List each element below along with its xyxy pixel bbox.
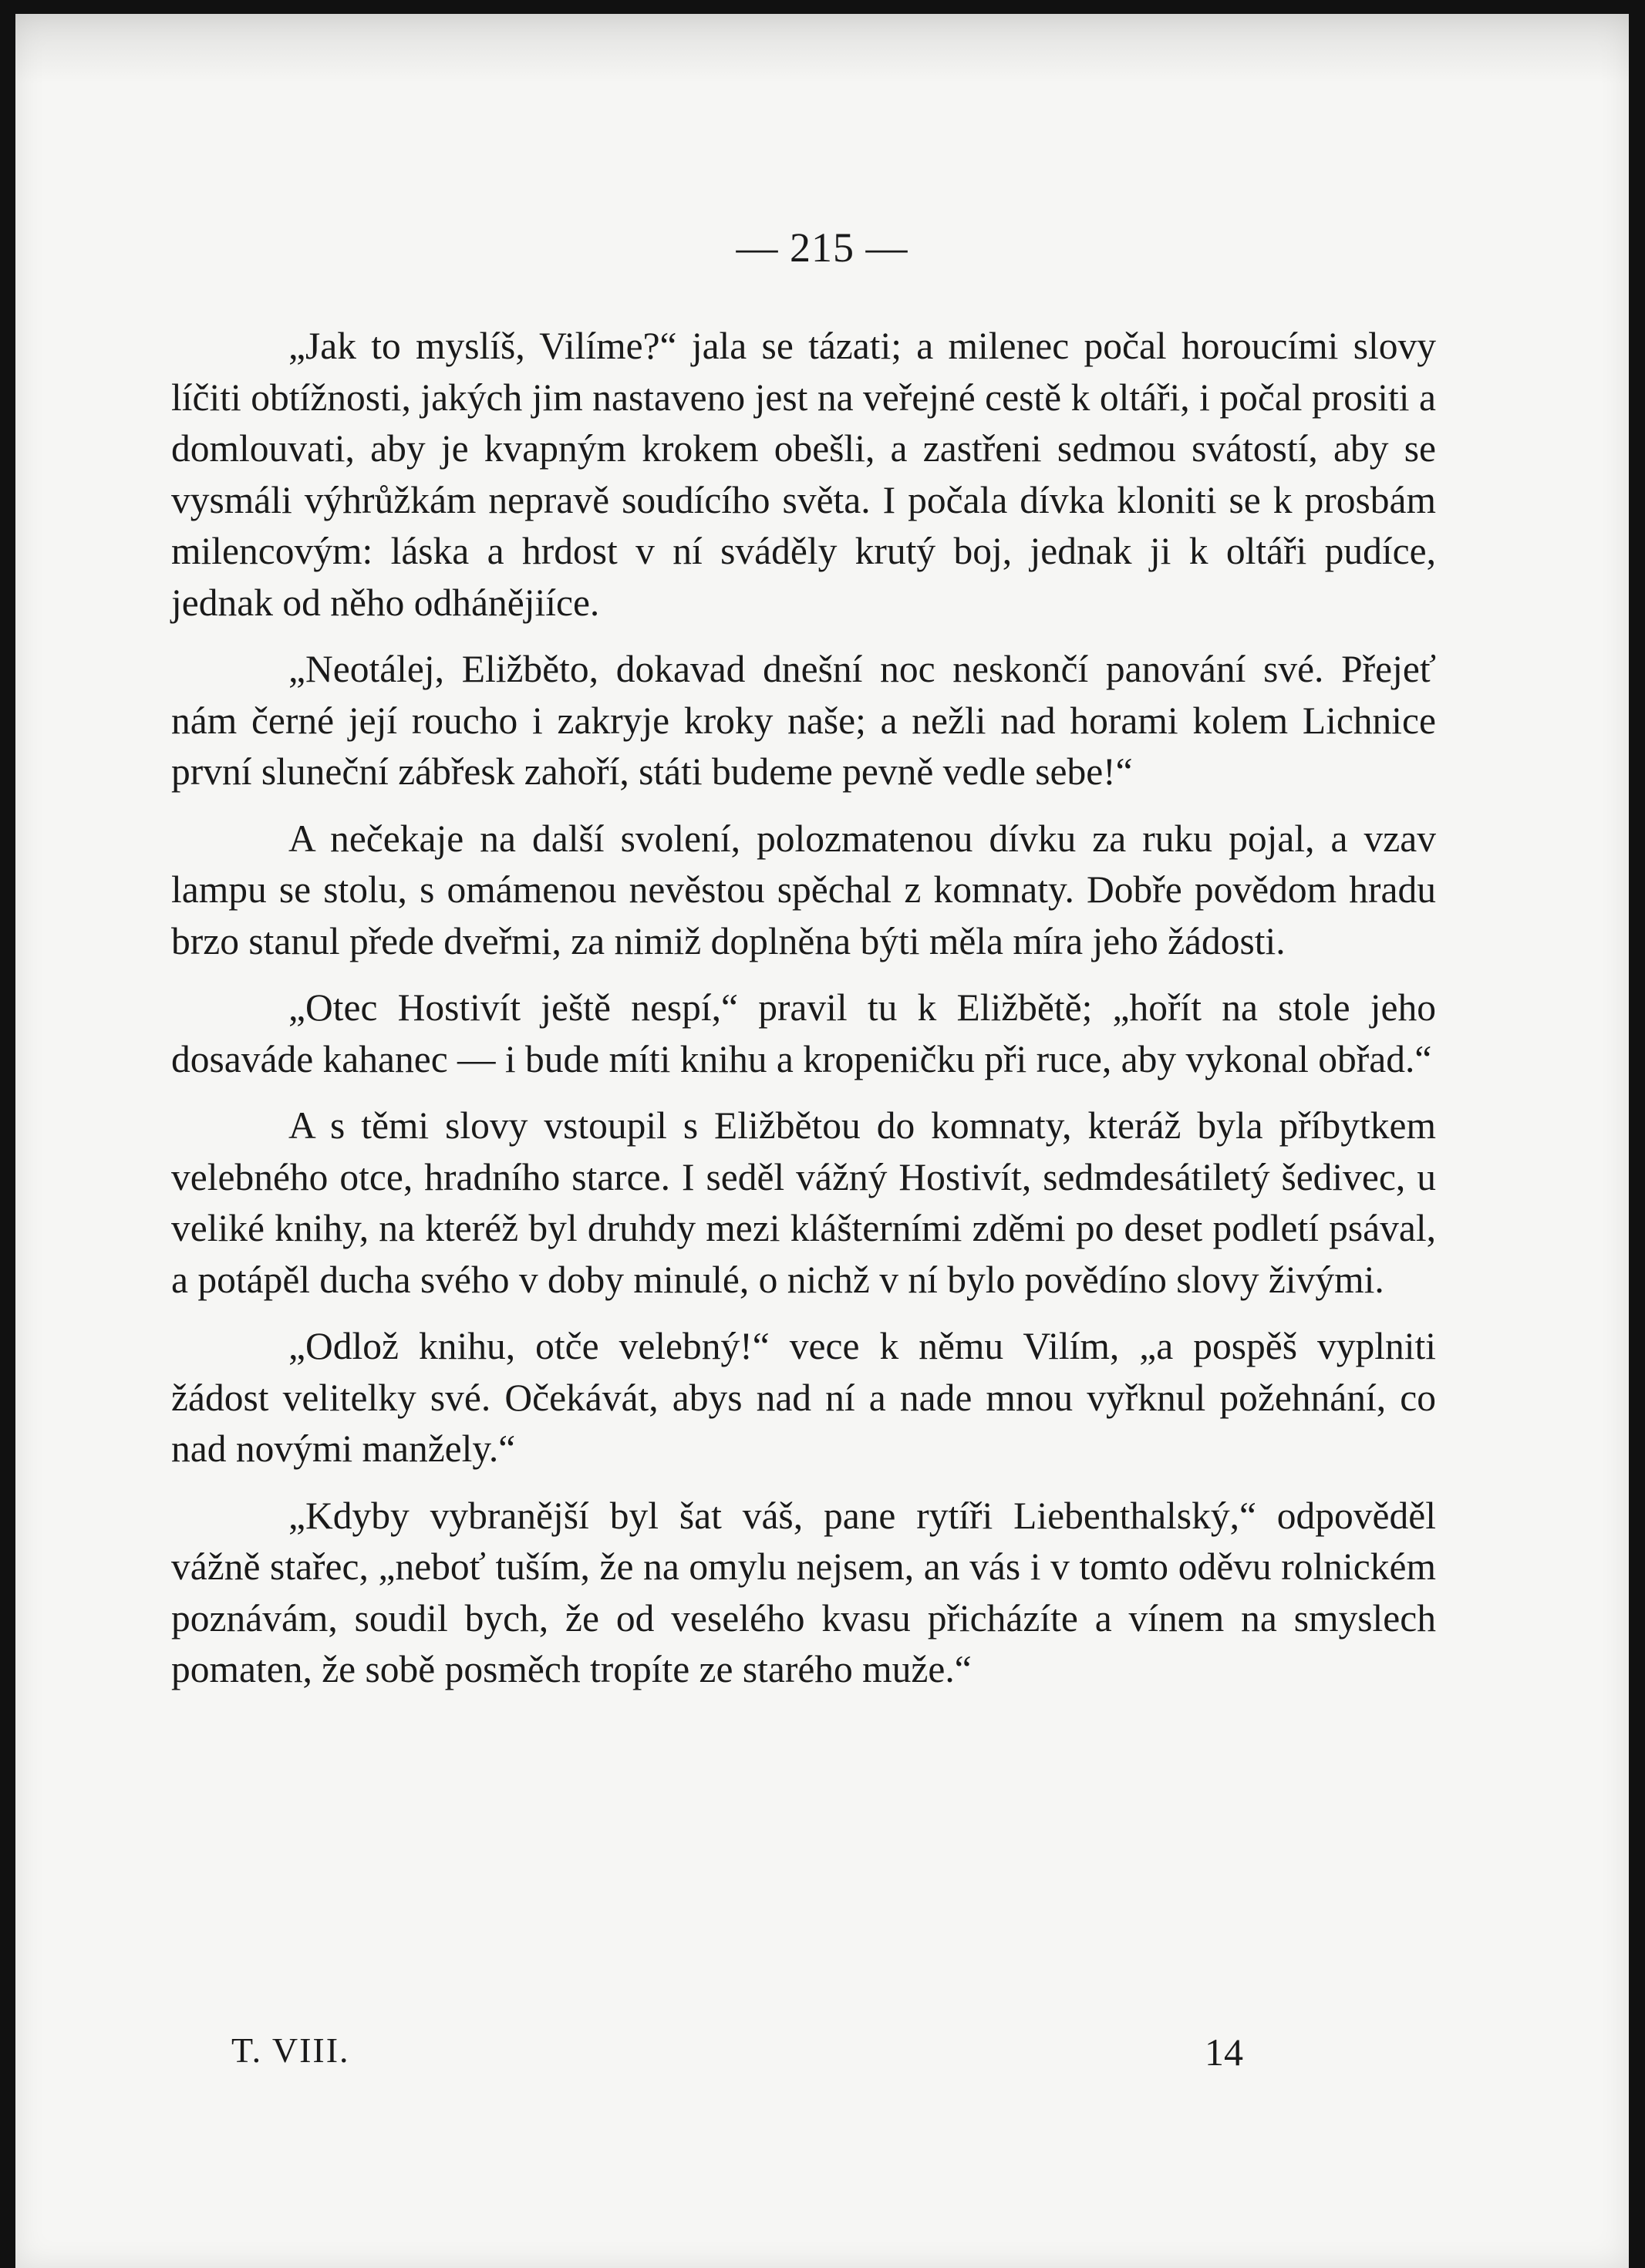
paragraph-3: A nečekaje na další svolení, polozmatenou dívku za ruku pojal, a vzav lampu se stolu, s omámenou nevěstou spěchal z komnaty. Dobře povědom hradu brzo stanul přede dveřmi, za nimiž doplněna býti měla míra jeho žádosti. xyxy=(171,817,1436,962)
paragraph-1: „Jak to myslíš, Vilíme?“ jala se tázati; a milenec počal horoucími slovy líčiti obtížnosti, jakých jim nastaveno jest na veřejné cestě k oltáři, i počal prositi a domlouvati, aby je kvapným krokem obešli, a zastřeni sedmou svátostí, aby se vysmáli výhrůžkám nepravě soudícího světa. I počala dívka kloniti se k prosbám milencovým: láska a hrdost v ní sváděly krutý boj, jednak ji k oltáři pudíce, jednak od něho odhánějiíce. xyxy=(171,325,1436,624)
body-text xyxy=(171,321,1436,1696)
paragraph-7: „Kdyby vybranější byl šat váš, pane rytíři Liebenthalský,“ odpověděl vážně stařec, „neboť tuším, že na omylu nejsem, an vás i v tomto oděvu rolnickém poznávám, soudil bych, že od veselého kvasu přicházíte a vínem na smyslech pomaten, že sobě posměch tropíte ze starého muže.“ xyxy=(171,1494,1436,1690)
page-edge-shadow xyxy=(15,14,1629,83)
page-footer xyxy=(15,2030,1629,2084)
paragraph-6: „Odlož knihu, otče velebný!“ vece k němu Vilím, „a pospěš vyplniti žádost velitelky své. Očekávát, abys nad ní a nade mnou vyřknul požehnání, co nad novými manžely.“ xyxy=(171,1325,1436,1470)
paragraph-4: „Otec Hostivít ještě nespí,“ pravil tu k Eližbětě; „hořít na stole jeho dosaváde kahanec — i bude míti knihu a kropeničku při ruce, aby vykonal obřad.“ xyxy=(171,986,1436,1080)
page-number-header: — 215 — xyxy=(736,224,908,271)
paragraph-2: „Neotálej, Eližběto, dokavad dnešní noc neskončí panování své. Přejeť nám černé její roucho i zakryje kroky naše; a nežli nad horami kolem Lichnice první sluneční zábřesk zahoří, státi budeme pevně vedle sebe!“ xyxy=(171,648,1436,793)
book-page xyxy=(15,14,1629,2268)
paragraph-5: A s těmi slovy vstoupil s Eližbětou do komnaty, kteráž byla příbytkem velebného otce, hradního starce. I seděl vážný Hostivít, sedmdesátiletý šedivec, u veliké knihy, na kteréž byl druhdy mezi klášterními zděmi po deset podletí psával, a potápěl ducha svého v doby minulé, o nichž v ní bylo povědíno slovy živými. xyxy=(171,1104,1436,1301)
volume-signature: T. VIII. xyxy=(231,2030,350,2070)
sheet-number: 14 xyxy=(1205,2030,1243,2074)
